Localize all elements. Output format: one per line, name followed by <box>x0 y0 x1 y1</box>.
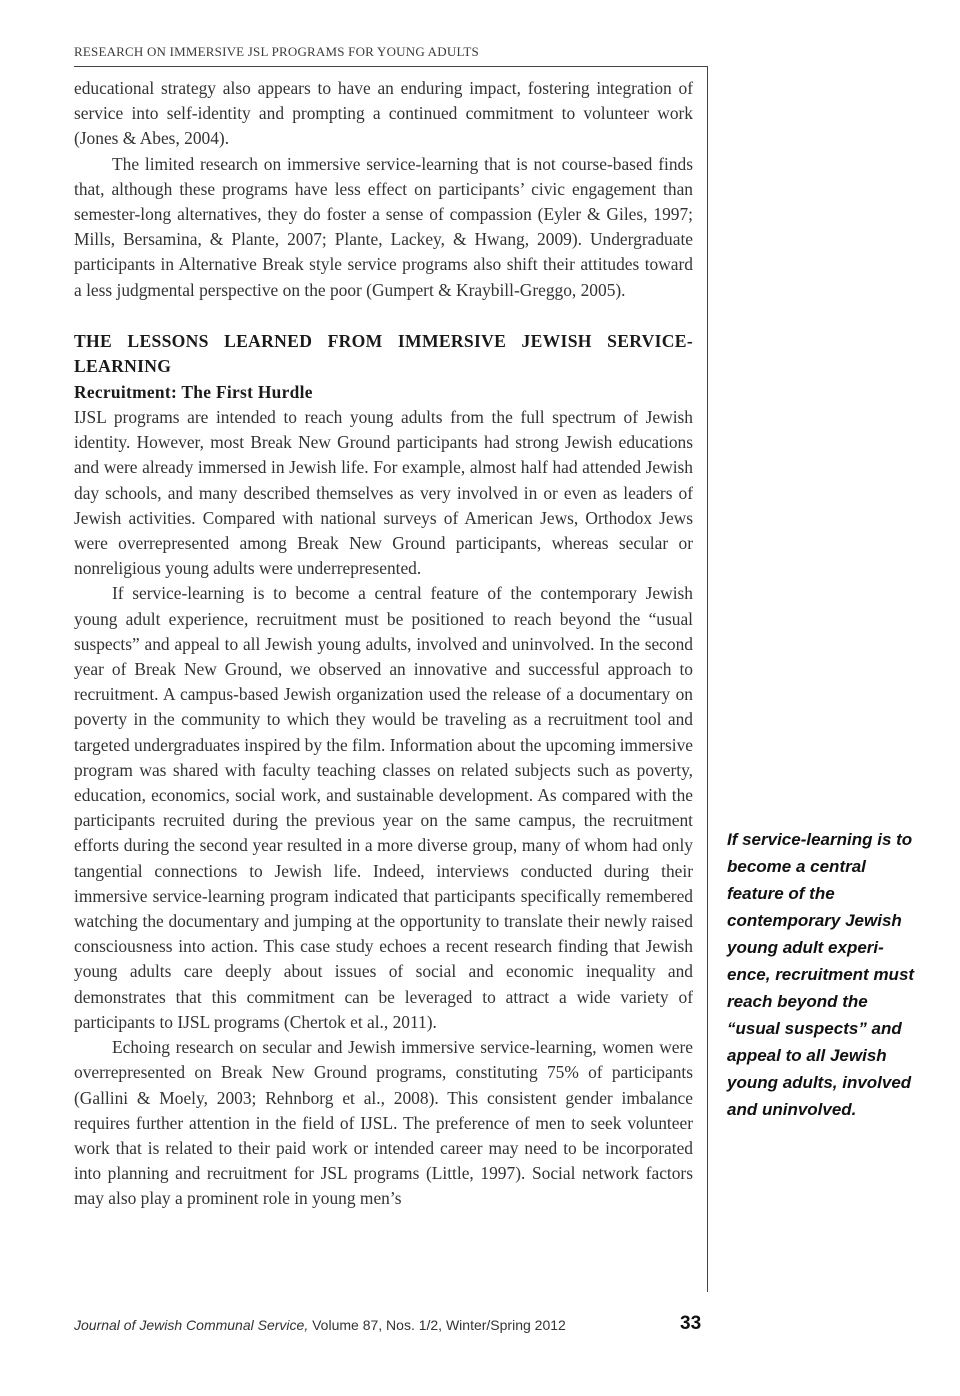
main-column <box>74 76 693 1212</box>
page-number: 33 <box>680 1313 702 1334</box>
journal-issue: Volume 87, Nos. 1/2, Winter/Spring 2012 <box>308 1317 566 1333</box>
header-rule <box>74 66 708 67</box>
footer-citation <box>74 1317 566 1333</box>
subheading: Recruitment: The First Hurdle <box>74 382 313 403</box>
journal-title: Journal of Jewish Communal Service, <box>74 1317 309 1333</box>
paragraph-recruitment-1: IJSL programs are intended to reach young adults from the full spectrum of Jewish identity. However, most Break New Ground participants had strong Jewish educations and were already immersed in Jewish life. For example, almost half had attended Jewish day schools, and many described themselves as very involved in or even as leaders of Jewish activities. Compared with national surveys of American Jews, Orthodox Jews were overrepresented among Break New Ground participants, whereas secular or nonreligious young adults were underrepresented. <box>74 407 693 579</box>
paragraph-recruitment-2: If service-learning is to become a central feature of the contemporary Jewish young adult experience, recruitment must be positioned to reach beyond the “usual suspects” and appeal to all Jewish young adults, involved and uninvolved. In the second year of Break New Ground, we observed an innovative and successful approach to recruitment. A campus-based Jewish organization used the release of a documentary on poverty in the community to which they would be traveling as a recruitment tool and targeted undergraduates inspired by the film. Information about the upcoming immersive program was shared with faculty teaching classes on related subjects such as poverty, education, economics, social work, and sustainable development. As compared with the participants recruited during the previous year on the same campus, the recruitment efforts during the second year resulted in a more diverse group, many of whom had only tangential connections to Jewish life. Indeed, interviews conducted during their immersive service-learning program indicated that participants specifically remembered watching the documentary and jumping at the opportunity to translate their newly raised consciousness into action. This case study echoes a recent research finding that Jewish young adults care deeply about issues of social and economic inequality and demonstrates that this commitment can be leveraged to attract a wide variety of participants to IJSL programs (Chertok et al., 2011). <box>74 583 693 1032</box>
pull-quote: If service-learning is to become a central feature of the contemporary Jewish young adult experience, recruitment must reach beyond the “usual suspects” and appeal to all Jewish young adults, involved and uninvolved. <box>727 830 915 1119</box>
running-head: RESEARCH ON IMMERSIVE JSL PROGRAMS FOR YOUNG ADULTS <box>74 44 479 59</box>
paragraph-recruitment-3: Echoing research on secular and Jewish immersive service-learning, women were overrepresented on Break New Ground programs, constituting 75% of participants (Gallini & Moely, 2003; Rehnborg et al., 2008). This consistent gender imbalance requires further attention in the field of IJSL. The preference of men to seek volunteer work that is related to their paid work or intended career may need to be incorporated into planning and recruitment for JSL programs (Little, 1997). Social network factors may also play a prominent role in young men’s <box>74 1037 693 1209</box>
section-heading: THE LESSONS LEARNED FROM IMMERSIVE JEWISH SERVICE-LEARNING <box>74 330 693 377</box>
column-rule <box>707 66 708 1292</box>
paragraph-intro-2: The limited research on immersive service-learning that is not course-based finds that, although these programs have less effect on participants’ civic engagement than semester-long alternatives, they do foster a sense of compassion (Eyler & Giles, 1997; Mills, Bersamina, & Plante, 2007; Plante, Lackey, & Hwang, 2009). Undergraduate participants in Alternative Break style service programs also shift their attitudes toward a less judgmental perspective on the poor (Gumpert & Kraybill-Greggo, 2005). <box>74 153 693 300</box>
paragraph-intro-1: educational strategy also appears to have an enduring impact, fostering integration of service into self-identity and prompting a continued commitment to volunteer work (Jones & Abes, 2004). <box>74 78 693 149</box>
